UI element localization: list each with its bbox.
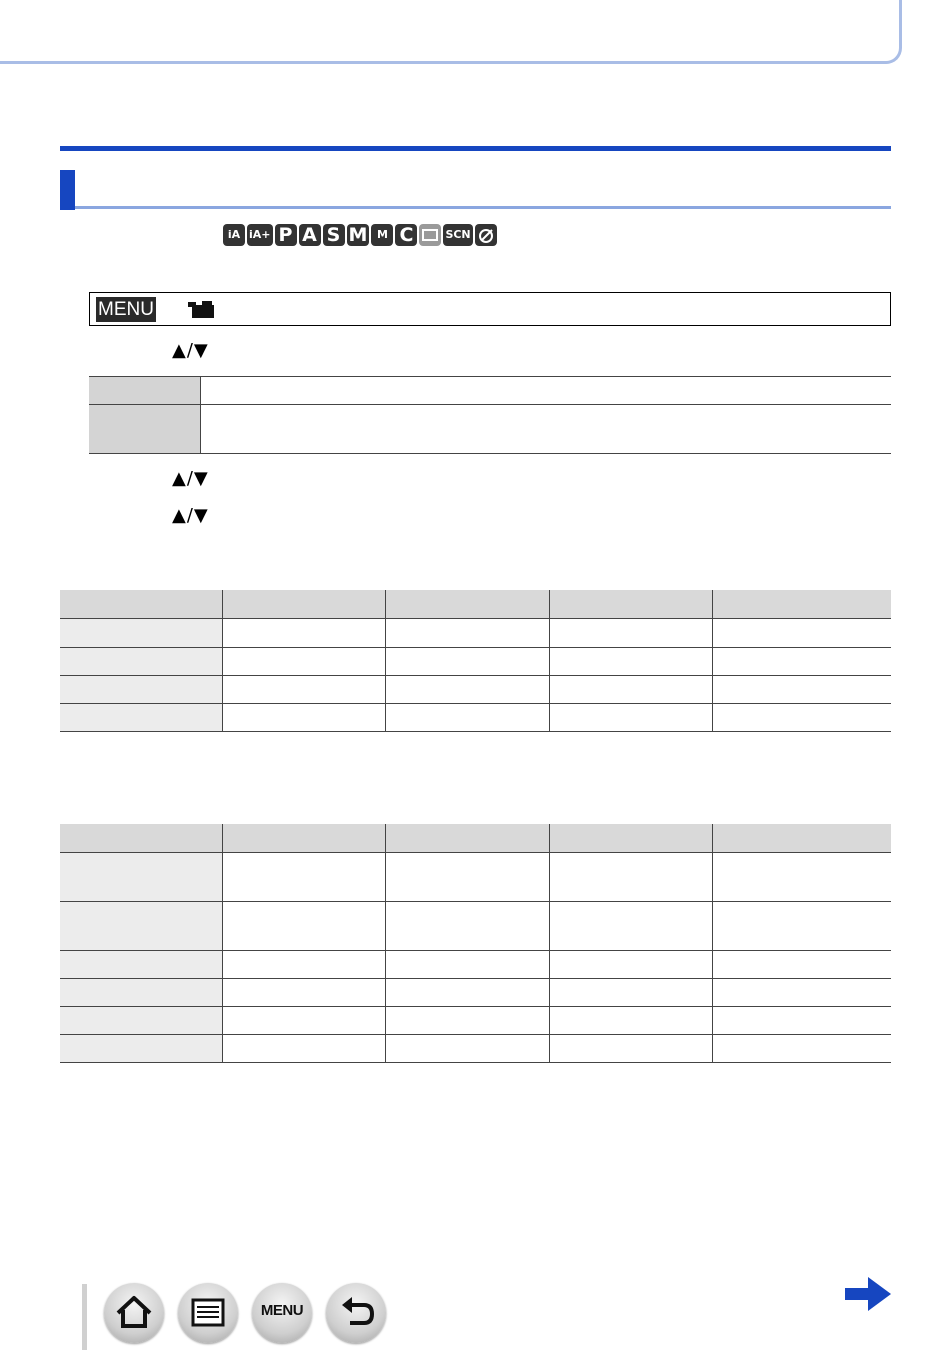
table-header-row [60,824,891,852]
title-rule [60,146,891,151]
menu-nav-button[interactable] [252,1283,312,1343]
scene-guide-icon: SCN [443,224,472,246]
divider [89,453,891,454]
back-arrow-icon [326,1283,386,1343]
table-row [60,675,891,703]
contents-button[interactable] [178,1283,238,1343]
table-header-row [60,590,891,618]
divider [200,376,201,454]
table-row [60,618,891,647]
intelligent-auto-plus-icon: iA+ [247,224,273,246]
creative-control-icon [475,224,497,246]
divider [89,376,891,377]
custom-mode-icon: C [395,224,417,246]
table-row [60,978,891,1006]
program-mode-icon: P [275,224,297,246]
table-row [60,1034,891,1062]
settings-table-1 [60,590,891,732]
aperture-priority-icon: A [299,224,321,246]
back-button[interactable] [326,1283,386,1343]
table-row [60,1006,891,1034]
creative-video-icon [371,224,393,246]
divider [89,404,891,405]
manual-mode-icon: M [348,224,368,246]
page-header-frame [0,0,902,64]
panorama-icon [419,224,441,246]
table-row [60,703,891,731]
table-row [60,852,891,901]
up-down-arrows-icon: ▲/▼ [172,505,209,526]
creative-video-label: M [376,228,388,241]
intelligent-auto-icon: iA [223,224,245,246]
settings-table-2 [60,824,891,1063]
home-button[interactable] [104,1283,164,1343]
table-row [60,647,891,675]
table-row [60,901,891,950]
nav-separator [82,1284,87,1350]
menu-nav-label: MENU [260,1302,304,1319]
section-marker [60,170,75,210]
motion-picture-icon [188,300,216,320]
up-down-arrows-icon: ▲/▼ [172,340,209,361]
home-icon [104,1283,164,1343]
section-rule [75,206,891,209]
contents-list-icon [178,1283,238,1343]
setting-label-cell [89,405,200,453]
setting-label-cell [89,377,200,404]
shutter-priority-icon: S [323,224,345,246]
next-page-arrow-icon[interactable] [844,1276,892,1312]
recording-mode-icons [223,224,497,246]
up-down-arrows-icon: ▲/▼ [172,468,209,489]
menu-button-icon: MENU [96,297,156,322]
table-row [60,950,891,978]
